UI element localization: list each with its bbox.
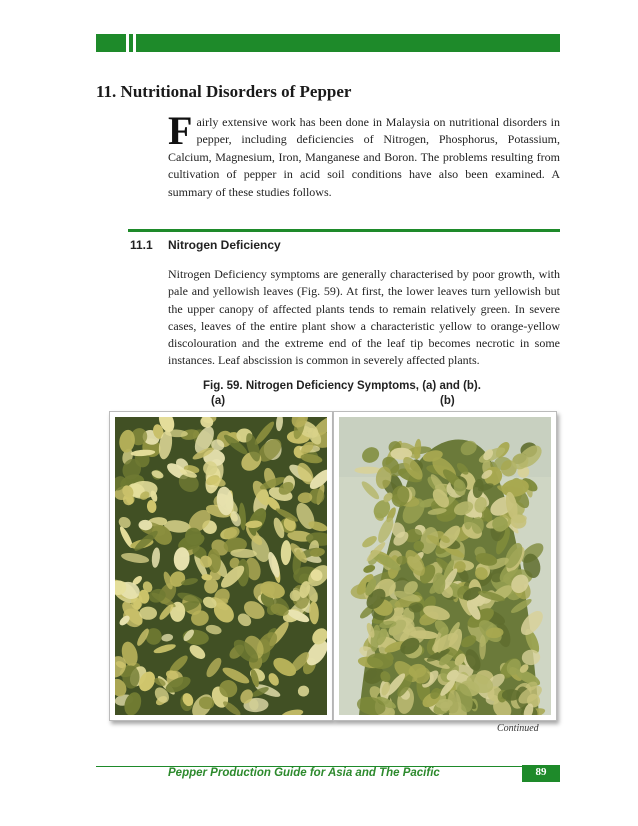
figure-label-b: (b) [440, 395, 455, 407]
figure-label-a: (a) [211, 395, 226, 407]
intro-paragraph [168, 108, 560, 201]
continued-note: Continued [497, 723, 539, 734]
section-number: 11.1 [130, 238, 153, 252]
photo-a [109, 411, 333, 721]
figure-caption: Fig. 59. Nitrogen Deficiency Symptoms, (a) and (b). [203, 380, 481, 392]
header-bar-divider [126, 34, 129, 52]
chapter-title: 11. Nutritional Disorders of Pepper [96, 82, 352, 101]
section-body: Nitrogen Deficiency symptoms are generally characterised by poor growth, with pale and yellowish leaves (Fig. 59). At first, the lower leaves turn yellowish but the upper canopy of affected plants tends to remain relatively green. In severe cases, leaves of the entire plant show a characteristic yellow to orange-yellow discolouration and the extreme end of the leaf tip becomes necrotic in some instances. Leaf abscission is common in severely affected plants. [168, 267, 560, 368]
section-divider [128, 229, 560, 232]
pepper-plant-closeup-photo-icon [115, 417, 327, 715]
drop-cap: F [168, 108, 193, 153]
footer-title: Pepper Production Guide for Asia and The Pacific [168, 767, 440, 779]
header-bar-divider [133, 34, 136, 52]
photo-b [333, 411, 557, 721]
page-number: 89 [535, 766, 547, 778]
leaf-shape [139, 607, 157, 620]
section-title: Nitrogen Deficiency [168, 238, 281, 252]
pepper-vine-photo-icon [339, 417, 551, 715]
intro-text: airly extensive work has been done in Malaysia on nutritional disorders in pepper, including deficiencies of Nitrogen, Phosphorus, Potassium, Calcium, Magnesium, Iron, Manganese and Boron. The problems resulting from cultivation of pepper in acid soil conditions have also been examined. A summary of these studies follows. [168, 115, 560, 199]
header-bar [96, 34, 560, 52]
